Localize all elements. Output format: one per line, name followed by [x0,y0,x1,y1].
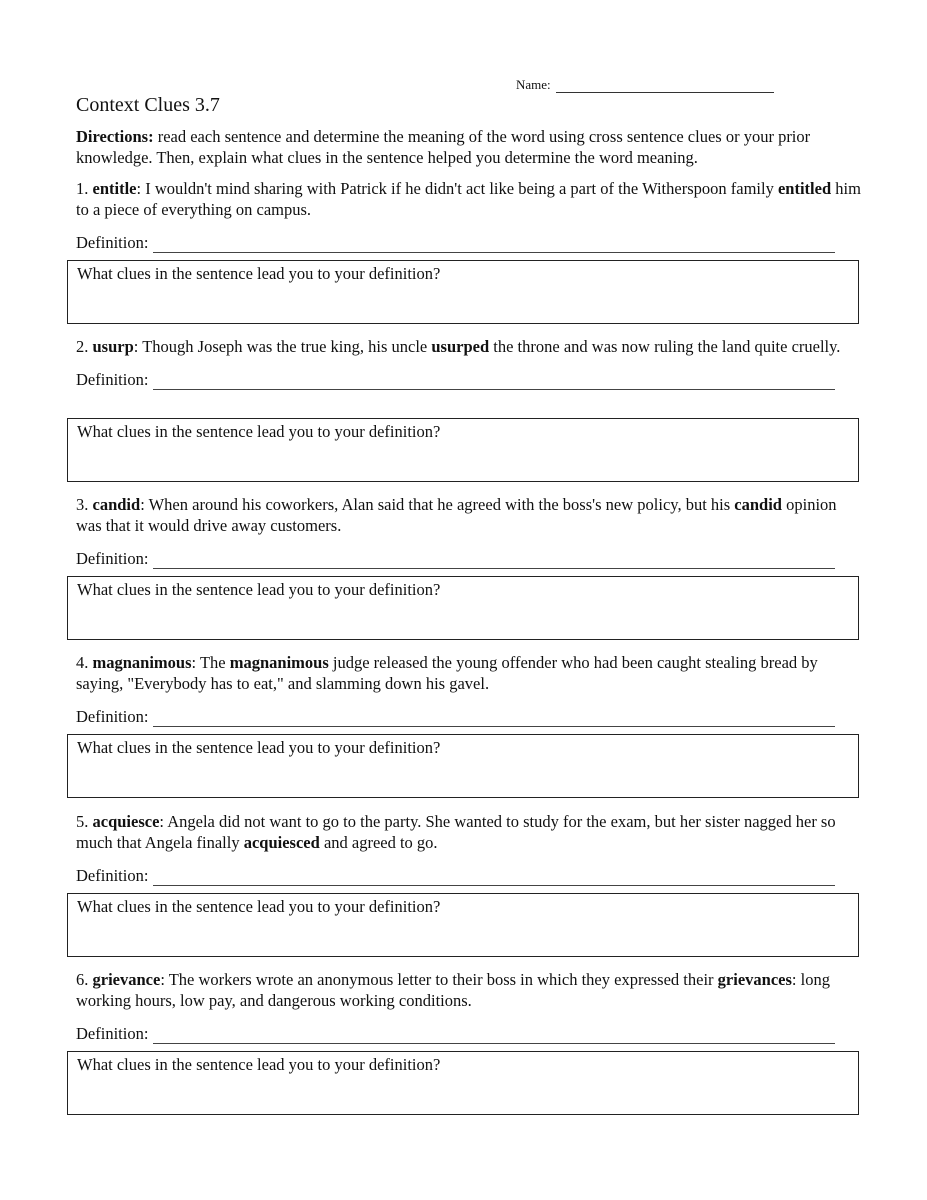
sentence-part: : I wouldn't mind sharing with Patrick if he didn't act like being a part of the Witherspoon family [136,179,778,198]
clue-answer-box[interactable] [67,734,859,798]
question-4 [76,652,861,757]
definition-label: Definition: [76,866,149,885]
vocab-word-in-context: usurped [431,337,490,356]
vocab-word-in-context: entitled [777,179,832,198]
question-sentence [76,336,861,357]
sentence-part: him to a piece of everything on campus. [76,179,861,219]
definition-row [76,549,861,569]
clue-prompt: What clues in the sentence lead you to your definition? [77,1055,441,1074]
name-field [516,77,774,93]
definition-blank-line[interactable] [153,238,835,253]
definition-label: Definition: [76,233,149,252]
vocab-word: entitle [92,179,137,198]
clue-prompt: What clues in the sentence lead you to your definition? [77,580,441,599]
directions [76,126,856,168]
sentence-part: : When around his coworkers, Alan said that he agreed with the boss's new policy, but his [140,495,735,514]
definition-label: Definition: [76,707,149,726]
clue-answer-box[interactable] [67,576,859,640]
vocab-word: acquiesce [92,812,160,831]
question-1 [76,178,861,283]
sentence-part: : Though Joseph was the true king, his uncle [133,337,432,356]
definition-blank-line[interactable] [153,375,835,390]
question-number: 1. [76,179,89,198]
definition-row [76,370,861,390]
sentence-part: and agreed to go. [319,833,438,852]
definition-blank-line[interactable] [153,871,835,886]
question-number: 4. [76,653,89,672]
question-sentence [76,969,861,1011]
vocab-word-in-context: candid [734,495,782,514]
sentence-part: : Angela did not want to go to the party. She wanted to study for the exam, but her sister nagged her so much that Angela finally [76,812,836,852]
question-number: 5. [76,812,89,831]
vocab-word: usurp [92,337,134,356]
question-number: 6. [76,970,89,989]
definition-row [76,1024,861,1044]
vocab-word: candid [92,495,141,514]
question-6 [76,969,861,1074]
worksheet-title: Context Clues 3.7 [76,94,220,116]
clue-prompt: What clues in the sentence lead you to your definition? [77,264,441,283]
question-sentence [76,494,861,536]
definition-blank-line[interactable] [153,554,835,569]
sentence-part: the throne and was now ruling the land quite cruelly. [489,337,841,356]
definition-row [76,233,861,253]
clue-answer-box[interactable] [67,1051,859,1115]
clue-prompt: What clues in the sentence lead you to your definition? [77,738,441,757]
directions-label: Directions: [76,127,154,146]
question-5 [76,811,861,916]
vocab-word-in-context: grievances [717,970,792,989]
name-blank-line[interactable] [556,78,774,93]
question-sentence [76,811,861,853]
sentence-part: opinion was that it would drive away customers. [76,495,837,535]
definition-label: Definition: [76,370,149,389]
clue-answer-box[interactable] [67,260,859,324]
sentence-part: : The [191,653,230,672]
question-2 [76,336,861,441]
clue-answer-box[interactable] [67,418,859,482]
definition-blank-line[interactable] [153,712,835,727]
vocab-word-in-context: magnanimous [229,653,329,672]
clue-answer-box[interactable] [67,893,859,957]
name-label: Name: [516,77,551,92]
question-number: 3. [76,495,89,514]
definition-row [76,866,861,886]
clue-prompt: What clues in the sentence lead you to your definition? [77,897,441,916]
definition-blank-line[interactable] [153,1029,835,1044]
vocab-word: magnanimous [92,653,192,672]
clue-prompt: What clues in the sentence lead you to your definition? [77,422,441,441]
question-sentence [76,652,861,694]
vocab-word: grievance [92,970,161,989]
question-number: 2. [76,337,89,356]
definition-label: Definition: [76,1024,149,1043]
directions-text: read each sentence and determine the meaning of the word using cross sentence clues or your prior knowledge. Then, explain what clues in the sentence helped you determine the word meaning. [76,127,811,167]
definition-label: Definition: [76,549,149,568]
sentence-part: judge released the young offender who had been caught stealing bread by saying, "Everybody has to eat," and slamming down his gavel. [76,653,818,693]
question-sentence [76,178,861,220]
vocab-word-in-context: acquiesced [243,833,320,852]
sentence-part: : long working hours, low pay, and dangerous working conditions. [76,970,830,1010]
definition-row [76,707,861,727]
question-3 [76,494,861,599]
sentence-part: : The workers wrote an anonymous letter to their boss in which they expressed their [160,970,718,989]
